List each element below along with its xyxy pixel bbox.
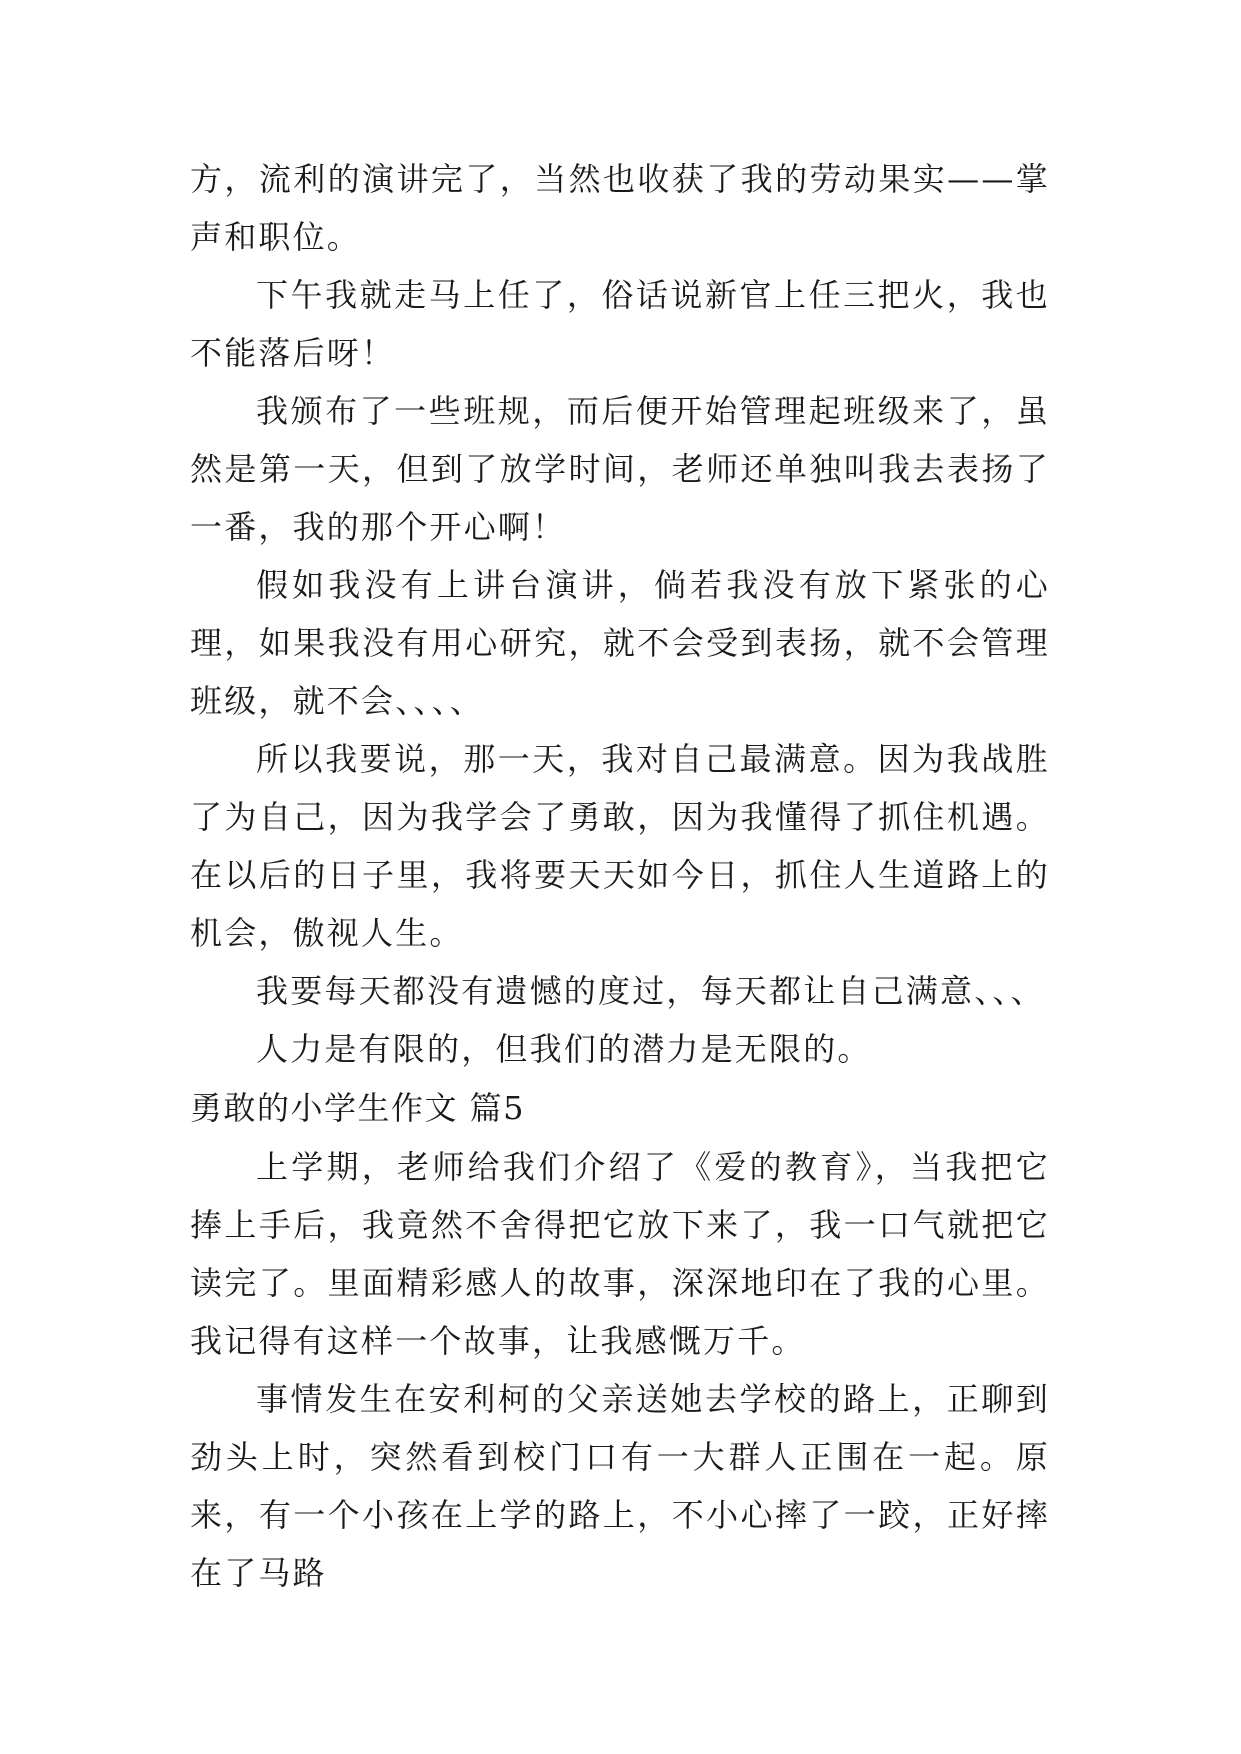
paragraph: 下午我就走马上任了，俗话说新官上任三把火，我也不能落后呀！ <box>190 276 1050 372</box>
document-page <box>190 150 1050 1602</box>
paragraph: 方，流利的演讲完了，当然也收获了我的劳动果实——掌声和职位。 <box>190 160 1050 256</box>
paragraph: 所以我要说，那一天，我对自己最满意。因为我战胜了为自己，因为我学会了勇敢，因为我懂得了抓住机遇。在以后的日子里，我将要天天如今日，抓住人生道路上的机会，傲视人生。 <box>190 740 1050 952</box>
section-heading: 勇敢的小学生作文 篇5 <box>190 1089 526 1127</box>
paragraph: 我要每天都没有遗憾的度过，每天都让自己满意、、、 <box>256 972 1045 1010</box>
paragraph: 上学期，老师给我们介绍了《爱的教育》，当我把它捧上手后，我竟然不舍得把它放下来了，我一口气就把它读完了。里面精彩感人的故事，深深地印在了我的心里。我记得有这样一个故事，让我感慨万千。 <box>190 1148 1050 1360</box>
paragraph: 事情发生在安利柯的父亲送她去学校的路上，正聊到劲头上时，突然看到校门口有一大群人正围在一起。原来，有一个小孩在上学的路上，不小心摔了一跤，正好摔在了马路 <box>190 1380 1050 1592</box>
paragraph: 假如我没有上讲台演讲，倘若我没有放下紧张的心理，如果我没有用心研究，就不会受到表扬，就不会管理班级，就不会、、、、 <box>190 566 1050 720</box>
paragraph: 我颁布了一些班规，而后便开始管理起班级来了，虽然是第一天，但到了放学时间，老师还单独叫我去表扬了一番，我的那个开心啊！ <box>190 392 1050 546</box>
paragraph: 人力是有限的，但我们的潜力是无限的。 <box>256 1030 872 1068</box>
